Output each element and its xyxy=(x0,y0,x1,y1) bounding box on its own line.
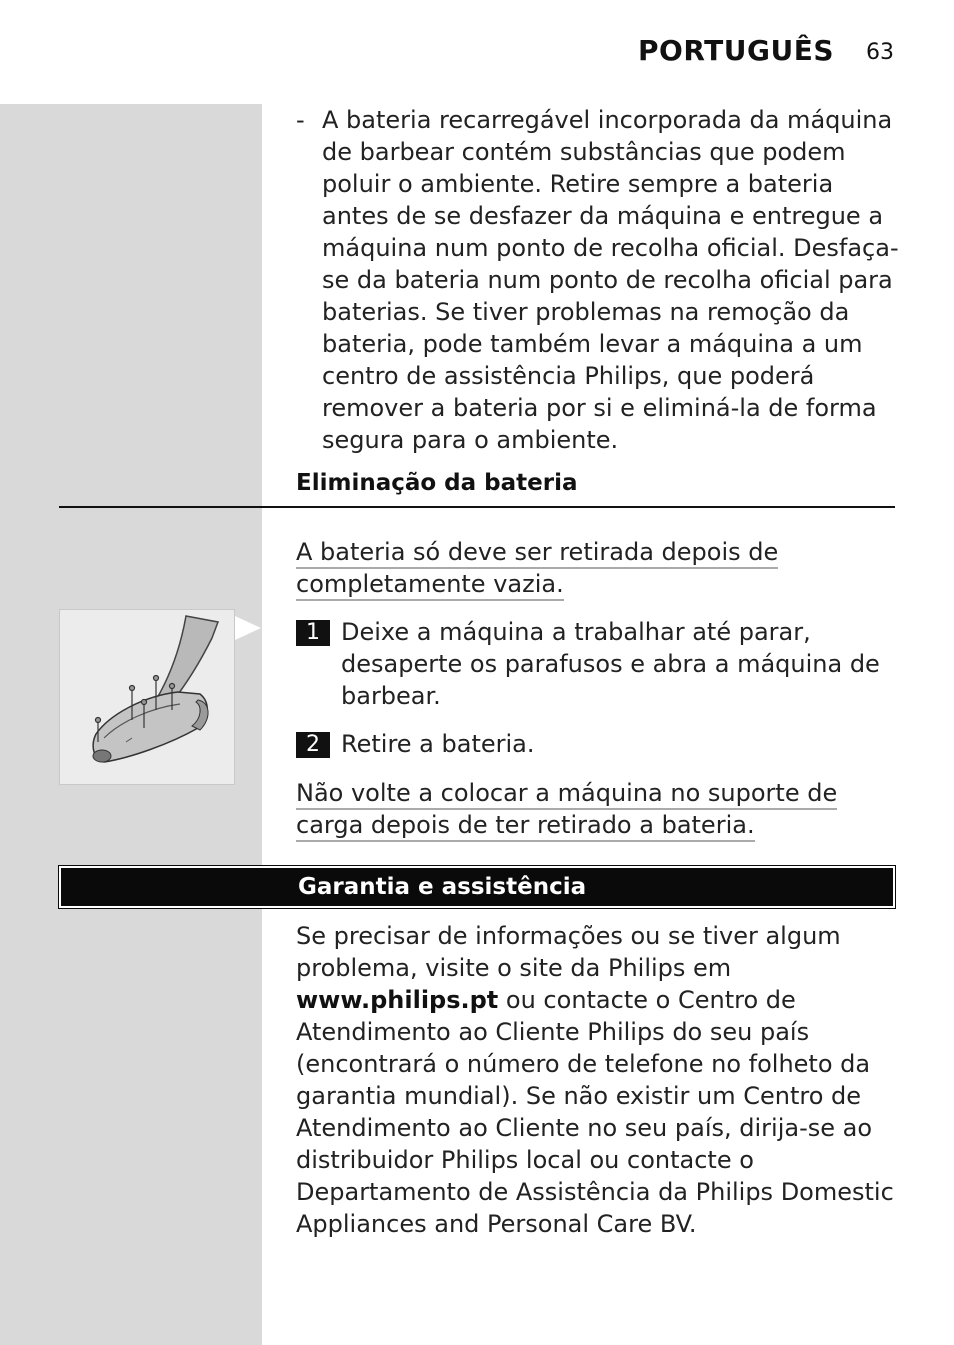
warning-empty-battery-text: A bateria só deve ser retirada depois de completamente vazia. xyxy=(296,538,778,601)
guarantee-text-end: ou contacte o Centro de Atendimento ao Cliente Philips do seu país (encontrará o número de telefone no folheto da garantia mundial). Se não existir um Centro de Atendimento ao Cliente no seu país, dirija-se ao distribuidor Philips local ou contacte o Departamento de Assistência da Philips Domestic Appliances and Personal Care BV. xyxy=(296,986,894,1238)
battery-environment-paragraph: A bateria recarregável incorporada da máquina de barbear contém substâncias que podem poluir o ambiente. Retire sempre a bateria antes de se desfazer da máquina e entregue a máquina num ponto de recolha oficial. Desfaça-se da bateria num ponto de recolha oficial para baterias. Se tiver problemas na remoção da bateria, pode também levar a máquina a um centro de assistência Philips, que poderá remover a bateria por si e eliminá-la de forma segura para o ambiente. xyxy=(322,106,899,454)
warning-no-charging-stand xyxy=(296,777,906,841)
guarantee-paragraph xyxy=(296,920,896,1240)
bullet-dash: - xyxy=(296,106,305,134)
step-number-badge: 1 xyxy=(296,620,330,646)
step-text: Deixe a máquina a trabalhar até parar, desaperte os parafusos e abra a máquina de barbear. xyxy=(341,618,880,710)
section-title-battery-disposal: Eliminação da bateria xyxy=(296,470,578,496)
shaver-open-screws-icon xyxy=(60,610,234,784)
guarantee-text-start: Se precisar de informações ou se tiver algum problema, visite o site da Philips em xyxy=(296,922,841,982)
section-title-guarantee: Garantia e assistência xyxy=(298,874,587,900)
page-number: 63 xyxy=(866,40,894,65)
section-divider xyxy=(59,506,895,508)
step-number-badge: 2 xyxy=(296,732,330,758)
philips-website-link[interactable]: www.philips.pt xyxy=(296,986,499,1014)
figure-pointer xyxy=(235,616,261,640)
shaver-illustration xyxy=(59,609,235,785)
step-text: Retire a bateria. xyxy=(341,730,535,758)
warning-no-charging-stand-text: Não volte a colocar a máquina no suporte de carga depois de ter retirado a bateria. xyxy=(296,779,837,842)
section-header-bar-guarantee xyxy=(59,866,895,908)
warning-empty-battery xyxy=(296,536,896,600)
language-header: PORTUGUÊS xyxy=(638,34,834,67)
